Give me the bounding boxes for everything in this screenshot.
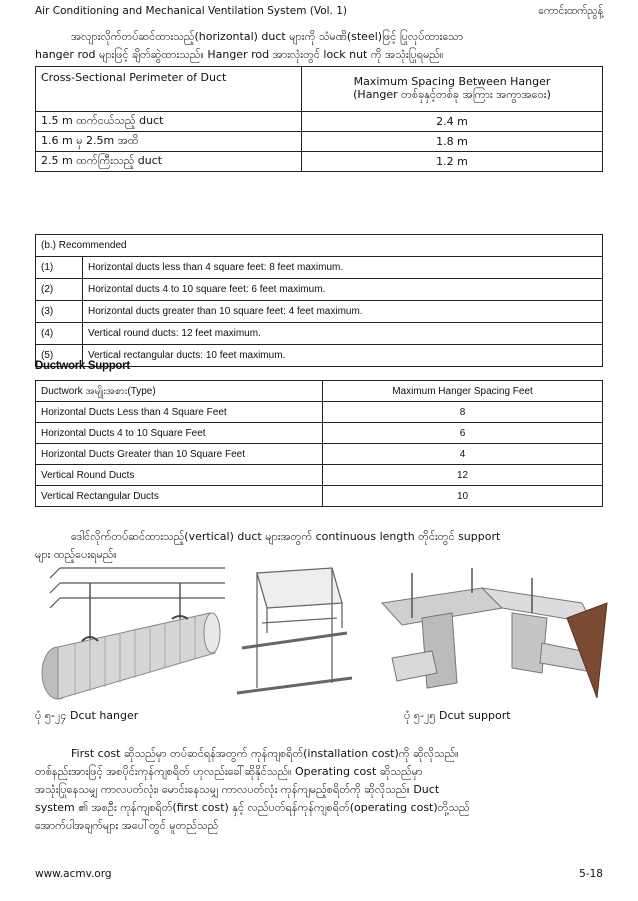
table-row	[36, 112, 603, 132]
paragraph-line: system ၏ အစဦး ကုန်ကျစရိတ်(first cost) နှင့် လည်ပတ်ရန်ကုန်ကျစရိတ်(operating cost)တို့သည်	[35, 801, 470, 814]
table-row	[36, 301, 603, 323]
figure-caption-hanger: ပုံ ၅-၂၄ Dcut hanger	[35, 709, 139, 722]
table-row	[36, 152, 603, 172]
ductwork-support-table	[35, 380, 603, 507]
table-cell: Horizontal Ducts Less than 4 Square Feet	[36, 402, 323, 423]
table-cell: 1.2 m	[302, 152, 603, 172]
table-row	[36, 486, 603, 507]
table-row	[36, 279, 603, 301]
table-title-cell: (b.) Recommended	[36, 235, 603, 257]
table-cell: (1)	[36, 257, 83, 279]
table-cell: (3)	[36, 301, 83, 323]
cost-paragraph	[35, 745, 603, 835]
duct-trapeze-figure	[232, 563, 357, 703]
intro-line: အလျားလိုက်တပ်ဆင်ထားသည့်(horizontal) duct များကို သံမဏိ(steel)ဖြင့် ပြုလုပ်ထားသော	[71, 30, 464, 43]
table-row	[36, 423, 603, 444]
intro-line: hanger rod များဖြင့် ချိတ်ဆွဲထားသည်။ Hanger rod အားလုံးတွင် lock nut ကို အသုံးပြုရမည်။	[35, 48, 444, 61]
table-header-cell: Maximum Hanger Spacing Feet	[323, 381, 603, 402]
table-row	[36, 465, 603, 486]
header-title: Air Conditioning and Mechanical Ventilation System (Vol. 1)	[35, 5, 348, 17]
table-row	[36, 402, 603, 423]
table-cell: 10	[323, 486, 603, 507]
table-cell: Horizontal ducts less than 4 square feet: 8 feet maximum.	[83, 257, 603, 279]
table-cell: 6	[323, 423, 603, 444]
table-cell: Horizontal Ducts Greater than 10 Square Feet	[36, 444, 323, 465]
page-header	[35, 5, 603, 21]
table-cell: Horizontal ducts 4 to 10 square feet: 6 feet maximum.	[83, 279, 603, 301]
vertical-note-paragraph	[35, 528, 603, 564]
intro-paragraph	[35, 28, 603, 64]
spacing-table	[35, 66, 603, 172]
table-cell: 12	[323, 465, 603, 486]
table-cell: Horizontal ducts greater than 10 square feet: 4 feet maximum.	[83, 301, 603, 323]
table-row	[36, 132, 603, 152]
table-cell: 1.5 m ထက်ငယ်သည့် duct	[36, 112, 302, 132]
page-footer	[35, 868, 603, 880]
table-cell: 1.8 m	[302, 132, 603, 152]
table-row	[36, 257, 603, 279]
paragraph-line: ဒေါင်လိုက်တပ်ဆင်ထားသည့်(vertical) duct များအတွက် continuous length တိုင်းတွင် support	[71, 530, 501, 543]
table-header-cell: Maximum Spacing Between Hanger (Hanger တစ်ခုနှင့်တစ်ခု အကြား အကွာအဝေး)	[302, 67, 603, 112]
section-title: Ductwork Support	[35, 360, 130, 372]
table-cell: (4)	[36, 323, 83, 345]
table-header-cell: Cross-Sectional Perimeter of Duct	[36, 67, 302, 112]
table-cell: Horizontal Ducts 4 to 10 Square Feet	[36, 423, 323, 444]
paragraph-line: အောက်ပါအချက်များ အပေါ်တွင် မူတည်သည်	[35, 819, 219, 832]
paragraph-line: အသုံးပြုနေသမျှ ကာလပတ်လုံး၊ မောင်းနေသမျှ ကာလပတ်လုံး ကုန်ကျမည့်စရိတ်ကို ဆိုလိုသည်။ Duct	[35, 783, 440, 796]
paragraph-line: များ ထည့်ပေးရမည်။	[35, 548, 117, 561]
table-row	[36, 323, 603, 345]
duct-hanger-figure	[30, 563, 230, 703]
table-row	[36, 444, 603, 465]
figure-caption-support: ပုံ ၅-၂၅ Dcut support	[404, 709, 511, 722]
table-cell: Vertical Round Ducts	[36, 465, 323, 486]
table-header-cell: Ductwork အမျိုးအစား(Type)	[36, 381, 323, 402]
duct-support-figure	[362, 563, 612, 703]
paragraph-line: တစ်နည်းအားဖြင့် အစပိုင်းကုန်ကျစရိတ် ဟုလည်းခေါ်ဆိုနိုင်သည်။ Operating cost ဆိုသည်မှာ	[35, 765, 423, 778]
table-cell: (2)	[36, 279, 83, 301]
table-cell: 1.6 m မှ 2.5m အထိ	[36, 132, 302, 152]
table-cell: 4	[323, 444, 603, 465]
table-cell: 2.4 m	[302, 112, 603, 132]
page-number: 5-18	[579, 868, 603, 880]
table-cell: Vertical round ducts: 12 feet maximum.	[83, 323, 603, 345]
recommended-table	[35, 234, 603, 367]
table-cell: 2.5 m ထက်ကြီးသည့် duct	[36, 152, 302, 172]
table-cell: (5)	[36, 345, 83, 367]
header-author: ကောင်းထက်ညွန့်	[538, 5, 603, 17]
paragraph-line: First cost ဆိုသည်မှာ တပ်ဆင်ရန်အတွက် ကုန်ကျစရိတ်(installation cost)ကို ဆိုလိုသည်။	[71, 747, 459, 760]
footer-url: www.acmv.org	[35, 868, 112, 880]
table-cell: Vertical rectangular ducts: 10 feet maximum.	[83, 345, 603, 367]
table-cell: Vertical Rectangular Ducts	[36, 486, 323, 507]
table-cell: 8	[323, 402, 603, 423]
